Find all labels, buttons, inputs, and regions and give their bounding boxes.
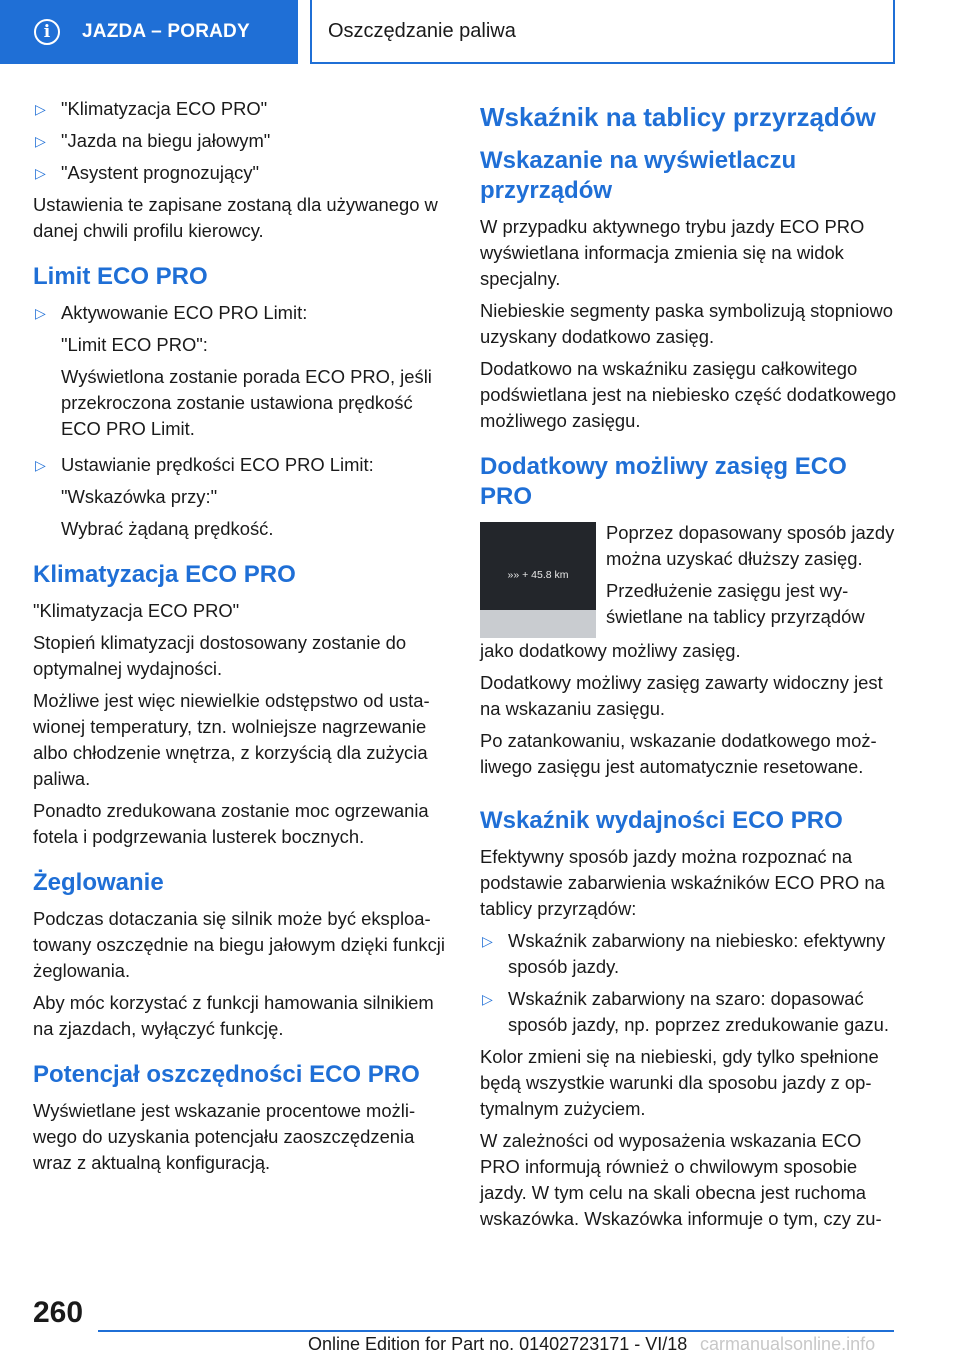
range-readout: »» + 45.8 km bbox=[507, 569, 569, 581]
triangle-bullet-icon: ▷ bbox=[482, 933, 493, 949]
footer-edition: Online Edition for Part no. 01402723171 - VI/18 bbox=[308, 1334, 688, 1354]
paragraph: Podczas dotaczania się silnik może być eksploatowany oszczędnie na biegu jałowym dzięki funkcji żeglowania. bbox=[33, 908, 445, 981]
list-item: ▷ Wskaźnik zabarwiony na szaro: dopasować sposób jazdy, np. poprzez zredukowanie gazu. bbox=[482, 988, 889, 1035]
triangle-bullet-icon: ▷ bbox=[35, 165, 46, 181]
paragraph: Przedłużenie zasięgu jest wyświetlane na tablicy przyrządów bbox=[606, 580, 865, 627]
list-item: ▷ "Klimatyzacja ECO PRO" bbox=[33, 96, 448, 122]
heading-klimatyzacja: Klimatyzacja ECO PRO bbox=[33, 561, 296, 588]
list-item: ▷ "Asystent prognozujący" bbox=[33, 160, 448, 186]
page-number: 260 bbox=[33, 1296, 84, 1329]
paragraph: Dodatkowy możliwy zasięg zawarty widoczny jest na wskazaniu zasięgu. bbox=[480, 672, 883, 719]
triangle-bullet-icon: ▷ bbox=[35, 101, 46, 117]
chapter-title: JAZDA – PORADY bbox=[82, 21, 250, 42]
paragraph: Dodatkowo na wskaźniku zasięgu całkowitego podświetlana jest na niebiesko część dodatkowego możliwego zasięgu. bbox=[480, 358, 897, 431]
info-icon: i bbox=[34, 19, 60, 45]
figure-row bbox=[480, 520, 898, 638]
triangle-bullet-icon: ▷ bbox=[35, 133, 46, 149]
list-item: ▷ Aktywowanie ECO PRO Limit: "Limit ECO PRO": Wyświetlona zostanie porada ECO PRO, jeśli przekroczona zostanie ustawiona prędkość ECO PRO Limit. bbox=[35, 302, 432, 439]
paragraph: Ponadto zredukowana zostanie moc ogrzewania fotela i podgrzewania lusterek bocznych. bbox=[33, 800, 429, 847]
right-column bbox=[480, 100, 898, 1238]
paragraph: Ustawienia te zapisane zostaną dla używanego w danej chwili profilu kierowcy. bbox=[33, 194, 438, 241]
triangle-bullet-icon: ▷ bbox=[35, 305, 46, 321]
range-display-image bbox=[480, 522, 596, 638]
bullet-list-top bbox=[33, 96, 448, 186]
paragraph: Poprzez dopasowany sposób jazdy można uzyskać dłuższy zasięg. bbox=[606, 522, 895, 569]
paragraph: Stopień klimatyzacji dostosowany zostanie do optymalnej wydajności. bbox=[33, 632, 407, 679]
paragraph: Po zatankowaniu, wskazanie dodatkowego możliwego zasięgu jest automatycznie resetowane. bbox=[480, 730, 877, 777]
paragraph: W zależności od wyposażenia wskazania ECO PRO informują również o chwilowym sposobie jazdy. W tym celu na skali obecna jest ruchoma wskazówka. Wskazówka informuje o tym, czy zu- bbox=[480, 1130, 882, 1229]
section-title-text: Oszczędzanie paliwa bbox=[328, 19, 516, 42]
paragraph: Kolor zmieni się na niebieski, gdy tylko spełnione będą wszystkie warunki dla sposobu jazdy z optymalnym zużyciem. bbox=[480, 1046, 879, 1119]
triangle-bullet-icon: ▷ bbox=[482, 991, 493, 1007]
bullet-list-wydajnosc bbox=[480, 928, 898, 1038]
heading-wyswietlacz: Wskazanie na wyświetlaczu przyrządów bbox=[480, 147, 797, 204]
watermark: carmanualsonline.info bbox=[700, 1334, 876, 1354]
list-item: ▷ "Jazda na biegu jałowym" bbox=[33, 128, 448, 154]
paragraph: Niebieskie segmenty paska symbolizują stopniowo uzyskany dodatkowo zasięg. bbox=[480, 300, 893, 347]
paragraph: jako dodatkowy możliwy zasięg. bbox=[480, 640, 741, 661]
paragraph: Możliwe jest więc niewielkie odstępstwo od ustawionej temperatury, tzn. wolniejsze nagrzewanie albo chłodzenie wnętrza, z korzyścią dla zużycia paliwa. bbox=[33, 690, 430, 789]
paragraph: "Klimatyzacja ECO PRO" bbox=[33, 600, 240, 621]
list-item: ▷ Wskaźnik zabarwiony na niebiesko: efektywny sposób jazdy. bbox=[482, 930, 886, 977]
heading-dodatkowy-zasieg: Dodatkowy możliwy zasięg ECO PRO bbox=[480, 453, 847, 510]
heading-zeglowanie: Żeglowanie bbox=[33, 869, 164, 896]
footer-divider bbox=[98, 1330, 894, 1332]
paragraph: W przypadku aktywnego trybu jazdy ECO PRO wyświetlana informacja zmienia się na widok specjalny. bbox=[480, 216, 865, 289]
figure-text bbox=[606, 520, 898, 638]
chapter-tab bbox=[0, 0, 298, 64]
left-column bbox=[33, 96, 448, 1182]
heading-wskaznik: Wskaźnik na tablicy przyrządów bbox=[480, 102, 876, 132]
paragraph: Aby móc korzystać z funkcji hamowania silnikiem na zjazdach, wyłączyć funkcję. bbox=[33, 992, 434, 1039]
triangle-bullet-icon: ▷ bbox=[35, 457, 46, 473]
paragraph: Wyświetlane jest wskazanie procentowe możliwego do uzyskania potencjału zaoszczędzenia wraz z aktualną konfiguracją. bbox=[33, 1100, 416, 1173]
paragraph: Efektywny sposób jazdy można rozpoznać na podstawie zabarwienia wskaźników ECO PRO na tablicy przyrządów: bbox=[480, 846, 885, 919]
heading-potencjal: Potencjał oszczędności ECO PRO bbox=[33, 1061, 420, 1088]
bullet-list-limit bbox=[33, 300, 448, 542]
list-item: ▷ Ustawianie prędkości ECO PRO Limit: "Wskazówka przy:" Wybrać żądaną prędkość. bbox=[35, 454, 374, 539]
heading-limit-eco-pro: Limit ECO PRO bbox=[33, 263, 208, 290]
heading-wydajnosc: Wskaźnik wydajności ECO PRO bbox=[480, 807, 843, 834]
section-title bbox=[310, 0, 895, 64]
